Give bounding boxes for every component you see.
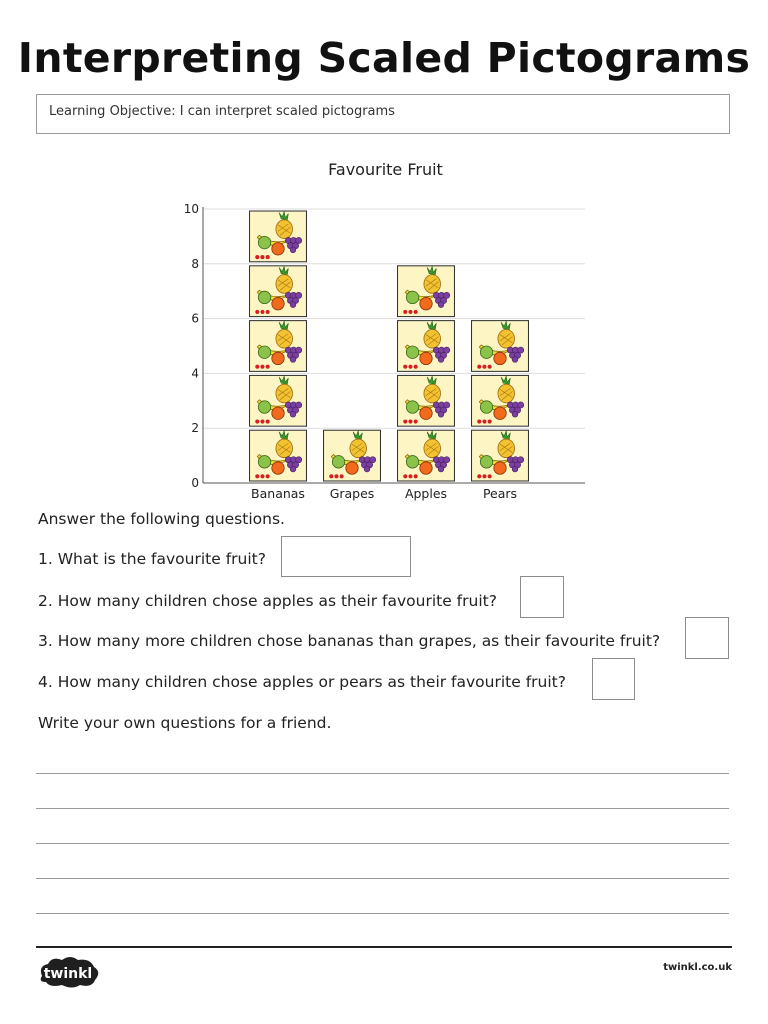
writing-line-2[interactable] (36, 808, 729, 809)
answer-box-2[interactable] (520, 576, 564, 618)
footer-url: twinkl.co.uk (663, 962, 732, 973)
y-tick-label: 2 (191, 421, 199, 436)
pictogram-symbol-bananas (250, 430, 307, 481)
y-tick-label: 8 (191, 256, 199, 271)
x-tick-label: Pears (482, 486, 518, 501)
writing-line-4[interactable] (36, 878, 729, 879)
pictogram-symbol-apples (398, 430, 455, 481)
learning-objective-box (36, 94, 730, 134)
footer-divider (36, 946, 732, 948)
writing-line-1[interactable] (36, 773, 729, 774)
pictogram-symbol-bananas (250, 211, 307, 262)
question-2: 2. How many children chose apples as their favourite fruit? (38, 592, 497, 610)
chart-bars (250, 211, 529, 481)
chart-title: Favourite Fruit (328, 160, 443, 179)
pictogram-symbol-apples (398, 321, 455, 372)
learning-objective-text: Learning Objective: I can interpret scaled pictograms (49, 104, 395, 119)
writing-line-3[interactable] (36, 843, 729, 844)
question-1: 1. What is the favourite fruit? (38, 550, 266, 568)
answer-box-4[interactable] (592, 658, 635, 700)
pictogram-symbol-grapes (324, 430, 381, 481)
questions-intro: Answer the following questions. (38, 510, 285, 528)
answer-box-1[interactable] (281, 536, 411, 577)
pictogram-symbol-bananas (250, 266, 307, 317)
x-tick-label: Bananas (251, 486, 305, 501)
write-prompt: Write your own questions for a friend. (38, 714, 332, 732)
writing-line-5[interactable] (36, 913, 729, 914)
pictogram-symbol-apples (398, 266, 455, 317)
x-tick-label: Apples (404, 486, 448, 501)
pictogram-symbol-bananas (250, 375, 307, 426)
pictogram-symbol-pears (472, 430, 529, 481)
pictogram-symbol-bananas (250, 321, 307, 372)
y-tick-label: 0 (191, 476, 199, 490)
pictogram-symbol-pears (472, 375, 529, 426)
logo-text: twinkl (43, 966, 93, 982)
question-3: 3. How many more children chose bananas than grapes, as their favourite fruit? (38, 632, 661, 650)
y-tick-label: 10 (183, 202, 199, 216)
y-tick-label: 4 (191, 366, 199, 381)
answer-box-3[interactable] (685, 617, 729, 659)
y-tick-label: 6 (191, 311, 199, 326)
twinkl-logo (36, 954, 102, 990)
pictogram-chart (170, 196, 595, 506)
x-tick-label: Grapes (329, 486, 375, 501)
pictogram-symbol-apples (398, 375, 455, 426)
question-4: 4. How many children chose apples or pears as their favourite fruit? (38, 673, 566, 691)
pictogram-symbol-pears (472, 321, 529, 372)
page-title: Interpreting Scaled Pictograms (17, 34, 751, 82)
